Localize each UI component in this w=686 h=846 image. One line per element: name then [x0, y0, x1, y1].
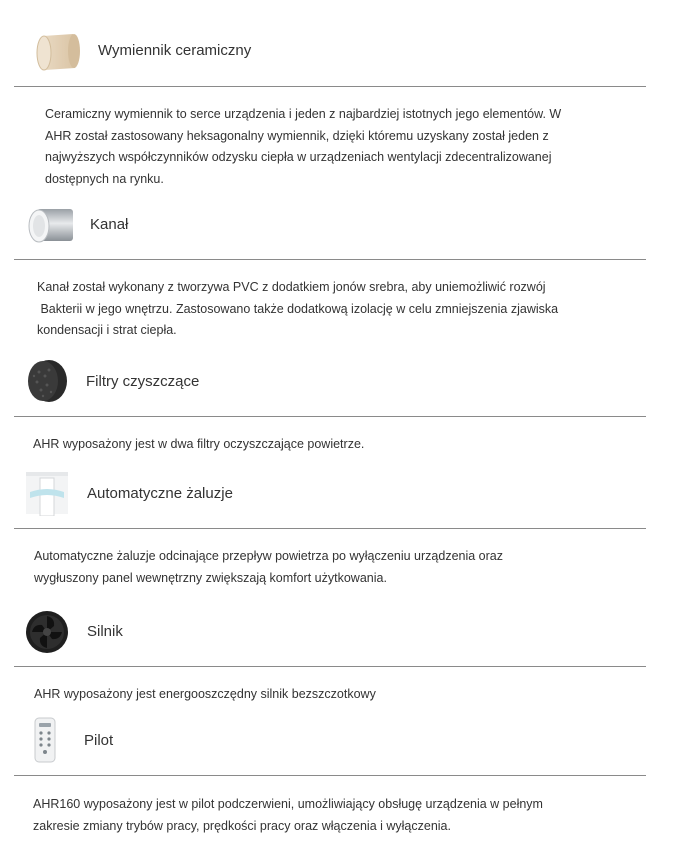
description-line: Bakterii w jego wnętrzu. Zastosowano także dodatkową izolację w celu zmniejszenia zjawiska: [37, 301, 559, 316]
feature-title: Automatyczne żaluzje: [87, 485, 233, 502]
divider: [14, 86, 646, 87]
description-line: Ceramiczny wymiennik to serce urządzenia i jeden z najbardziej istotnych jego elementów. W: [45, 107, 562, 121]
remote-control-icon: [30, 716, 60, 764]
description-line: zakresie zmiany trybów pracy, prędkości pracy oraz włączenia i wyłączenia.: [33, 818, 451, 833]
description-line: Automatyczne żaluzje odcinające przepływ powietrza po wyłączeniu urządzenia oraz: [34, 549, 503, 563]
shutter-icon: [24, 470, 70, 516]
divider: [14, 528, 646, 529]
feature-title: Filtry czyszczące: [86, 373, 200, 390]
divider: [14, 666, 646, 667]
divider: [14, 416, 646, 417]
description-line: dostępnych na rynku.: [45, 171, 164, 186]
description-line: AHR wyposażony jest w dwa filtry oczyszczające powietrze.: [33, 437, 365, 451]
feature-description: [37, 277, 647, 342]
feature-description: [33, 434, 643, 456]
divider: [14, 775, 646, 776]
feature-description: [34, 684, 644, 706]
feature-title: Wymiennik ceramiczny: [98, 42, 252, 59]
feature-title: Pilot: [84, 732, 114, 749]
description-line: najwyższych współczynników odzysku ciepła w urządzeniach wentylacji zdecentralizowanej: [45, 150, 552, 164]
ceramic-exchanger-icon: [33, 30, 83, 74]
description-line: Kanał został wykonany z tworzywa PVC z dodatkiem jonów srebra, aby uniemożliwić rozwój: [37, 280, 546, 294]
description-line: AHR został zastosowany heksagonalny wymiennik, dzięki któremu uzyskany został jeden z: [45, 128, 549, 143]
feature-description: [34, 546, 644, 589]
feature-title: Kanał: [90, 216, 129, 233]
feature-description: [45, 104, 645, 190]
description-line: AHR wyposażony jest energooszczędny silnik bezszczotkowy: [34, 687, 376, 701]
feature-title: Silnik: [87, 623, 123, 640]
filter-icon: [25, 358, 69, 404]
feature-description: [33, 794, 643, 837]
divider: [14, 259, 646, 260]
motor-fan-icon: [24, 608, 70, 656]
description-line: kondensacji i strat ciepła.: [37, 323, 177, 337]
description-line: AHR160 wyposażony jest w pilot podczerwieni, umożliwiający obsługę urządzenia w pełnym: [33, 797, 543, 811]
description-line: wygłuszony panel wewnętrzny zwiększają komfort użytkowania.: [34, 570, 387, 585]
duct-pipe-icon: [27, 206, 75, 246]
